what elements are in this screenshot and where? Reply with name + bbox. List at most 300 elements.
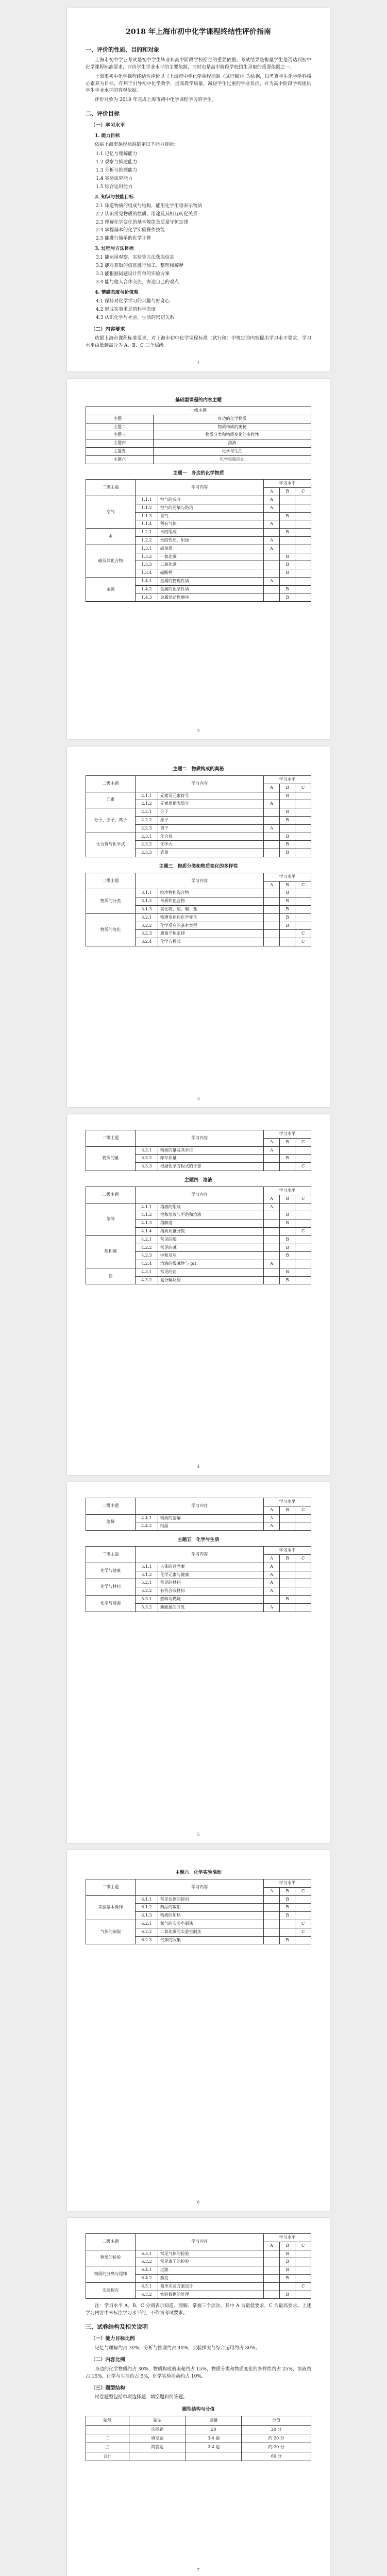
- table-row: [86, 808, 311, 817]
- content-text: 碳酸钙: [158, 569, 263, 578]
- content-text: 化学方程式: [158, 938, 263, 946]
- content-text: 化学反应的基本类型: [158, 922, 263, 930]
- content-text: 碳单质: [158, 545, 263, 553]
- spec-table: [86, 2416, 311, 2461]
- table-row: [86, 2282, 311, 2291]
- level-cell: B: [279, 1268, 295, 1276]
- level-cell: B: [279, 1936, 295, 1944]
- content-text: 新能源的开发: [158, 1603, 263, 1612]
- knowledge-item: 2.5 能进行简单的化学计算: [96, 236, 152, 242]
- content-text: 元素及元素符号: [158, 792, 263, 800]
- level-cell: [279, 520, 295, 529]
- content-text: 金属的化学性质: [158, 585, 263, 594]
- spec-cell: 填空题: [129, 2434, 186, 2443]
- topic-name: 身边的化学物质: [154, 415, 311, 423]
- level-cell: [295, 1252, 311, 1260]
- table-row: [86, 1895, 311, 1904]
- level-cell: B: [279, 1276, 295, 1284]
- content-text: 水的组成: [158, 529, 263, 537]
- level-cell: [279, 504, 295, 512]
- subtopic-cell: 溶解: [86, 1514, 136, 1531]
- topic-row: [86, 423, 311, 431]
- header-level-a: A: [264, 1887, 280, 1895]
- knowledge-item: 2.4 掌握基本的化学实验操作技能: [96, 228, 165, 233]
- theme-6-table-continued: [86, 2233, 311, 2299]
- level-cell: B: [279, 808, 295, 817]
- header-subtopic: 二级主题: [86, 1187, 136, 1203]
- level-cell: C: [295, 930, 311, 938]
- page-number: 7: [197, 2567, 200, 2572]
- page-number: 3: [197, 1096, 200, 1101]
- content-code: 6.5.1: [136, 2282, 158, 2291]
- header-level-b: B: [279, 1195, 295, 1203]
- header-content: 学习内容: [136, 1498, 264, 1515]
- spec-row: [86, 2434, 311, 2443]
- level-cell: [295, 1146, 311, 1155]
- page-6: [67, 1850, 330, 2211]
- header-level-c: C: [295, 1506, 311, 1514]
- knowledge-goal-title: 2. 知识与技能目标: [95, 194, 134, 200]
- subtopic-cell: 物质的分离与提纯: [86, 2266, 136, 2283]
- content-text: 物理变化和化学变化: [158, 913, 263, 922]
- content-code: 4.4.1: [136, 1514, 158, 1522]
- level-cell: [295, 1587, 311, 1596]
- level-cell: B: [279, 1155, 295, 1163]
- level-cell: C: [295, 2282, 311, 2291]
- content-code: 4.2.3: [136, 1252, 158, 1260]
- subtopic-cell: 化学与能源: [86, 1595, 136, 1612]
- subtopic-cell: 气体的制取: [86, 1920, 136, 1944]
- level-cell: B: [279, 594, 295, 602]
- table-row: [86, 1203, 311, 1211]
- header-level: 学习水平: [264, 480, 311, 488]
- level-cell: [295, 537, 311, 545]
- header-level-c: C: [295, 1195, 311, 1203]
- header-level-a: A: [264, 1554, 280, 1563]
- level-cell: [264, 938, 280, 946]
- section-3c-title: （三）题型结构: [91, 2385, 125, 2391]
- level-cell: [279, 1579, 295, 1587]
- level-cell: [295, 2250, 311, 2258]
- process-item: 3.3 能根据问题设计简单的实验方案: [96, 272, 170, 277]
- header-level-c: C: [295, 2242, 311, 2250]
- level-cell: [279, 800, 295, 808]
- level-cell: [279, 1571, 295, 1579]
- header-subtopic: 二级主题: [86, 873, 136, 889]
- level-cell: B: [279, 897, 295, 906]
- level-cell: [264, 808, 280, 817]
- content-text: 常见仪器的使用: [158, 1895, 263, 1904]
- content-code: 3.2.4: [136, 938, 158, 946]
- spec-cell: 20: [186, 2425, 241, 2434]
- page-number: 5: [197, 1832, 200, 1837]
- level-cell: [295, 1563, 311, 1571]
- page-4: [67, 1114, 330, 1475]
- level-cell: [264, 569, 280, 578]
- attitude-item: 4.1 保持对化学学习的兴趣与好奇心: [96, 298, 170, 304]
- level-cell: [295, 578, 311, 586]
- content-text: 人体的营养素: [158, 1563, 263, 1571]
- level-cell: [295, 1603, 311, 1612]
- level-cell: B: [279, 841, 295, 849]
- level-cell: [264, 553, 280, 561]
- spec-cell: 3-4 题: [186, 2434, 241, 2443]
- content-text: 金属活动性顺序: [158, 594, 263, 602]
- level-cell: [264, 1155, 280, 1163]
- table-row: [86, 1563, 311, 1571]
- spec-cell: 约 20 分: [242, 2443, 311, 2452]
- level-cell: A: [264, 1260, 280, 1268]
- spec-cell: 60 分: [242, 2452, 311, 2461]
- content-code: 4.1.1: [136, 1203, 158, 1211]
- level-cell: [295, 504, 311, 512]
- theme-6-table: [86, 1879, 311, 1944]
- level-cell: A: [264, 1571, 280, 1579]
- content-code: 3.3.3: [136, 1163, 158, 1171]
- subtopic-cell: 化合价与化学式: [86, 833, 136, 857]
- level-cell: [295, 1260, 311, 1268]
- ability-item: 1.1 记忆与理解能力: [96, 151, 138, 157]
- content-code: 6.1.3: [136, 1912, 158, 1920]
- header-subtopic: 二级主题: [86, 1498, 136, 1515]
- content-text: 常见的酸: [158, 1235, 263, 1244]
- page-number: 2: [197, 728, 200, 733]
- content-text: 元素周期表简介: [158, 800, 263, 808]
- level-cell: B: [279, 529, 295, 537]
- level-cell: [295, 1203, 311, 1211]
- section-2b-paragraph: 依据上海市课程标准要求，对上海市初中化学课程标准（试行稿）中规定的内容提出学习水平要求，学习水平由低到高分为 A、B、C 三个层级。: [86, 336, 311, 349]
- spec-cell: 三: [86, 2443, 129, 2452]
- level-cell: [295, 824, 311, 833]
- header-level: 学习水平: [264, 1879, 311, 1887]
- header-level-b: B: [279, 2242, 295, 2250]
- header-level-a: A: [264, 488, 280, 496]
- level-cell: [295, 1895, 311, 1904]
- level-cell: [264, 512, 280, 520]
- level-cell: B: [279, 585, 295, 594]
- topic-table-title: 基础型课程的内容主题: [175, 398, 222, 403]
- table-row: [86, 792, 311, 800]
- table-row: [86, 1514, 311, 1522]
- content-code: 5.1.2: [136, 1571, 158, 1579]
- level-cell: [295, 1571, 311, 1579]
- content-code: 5.2.2: [136, 1587, 158, 1596]
- level-note: 注：学习水平 A、B、C 分别表示知道、理解、掌握三个层次。其中 A 为最低要求，C 为最高要求。上述学习内容中未标注学习水平的，不作为考试要求。: [86, 2303, 311, 2316]
- content-text: 根据化学方程式的计算: [158, 1163, 263, 1171]
- header-content: 学习内容: [136, 1187, 264, 1203]
- table-header-row: [86, 480, 311, 488]
- level-cell: [264, 1920, 280, 1928]
- content-text: 复分解反应: [158, 1276, 263, 1284]
- attitude-item: 4.3 认识化学与社会、生活的密切关系: [96, 315, 175, 320]
- topic-table: [86, 406, 311, 464]
- header-level: 学习水平: [264, 2234, 311, 2242]
- header-content: 学习内容: [136, 1547, 264, 1563]
- subtopic-cell: 物质的检验: [86, 2250, 136, 2266]
- content-text: 中和反应: [158, 1252, 263, 1260]
- process-item: 3.2 能对获取的信息进行加工、整理和解释: [96, 263, 184, 269]
- content-code: 1.4.3: [136, 594, 158, 602]
- level-cell: A: [264, 1203, 280, 1211]
- spec-cell: 20 分: [242, 2425, 311, 2434]
- level-cell: [264, 2274, 280, 2282]
- level-cell: [295, 1155, 311, 1163]
- topic-name: 物质构成的奥秘: [154, 423, 311, 431]
- ability-item: 1.5 综合运用能力: [96, 184, 133, 190]
- header-level: 学习水平: [264, 1187, 311, 1195]
- level-cell: B: [279, 569, 295, 578]
- level-cell: [264, 889, 280, 897]
- table-row: [86, 1920, 311, 1928]
- theme-3-table-continued: [86, 1130, 311, 1171]
- header-level-b: B: [279, 488, 295, 496]
- level-cell: [295, 1276, 311, 1284]
- section-2-title: 二、评价目标: [86, 110, 120, 117]
- header-level-b: B: [279, 881, 295, 889]
- theme-5-title: 主题五 化学与生活: [177, 1537, 220, 1543]
- level-cell: A: [264, 578, 280, 586]
- content-code: 4.1.3: [136, 1219, 158, 1228]
- level-cell: [295, 2266, 311, 2275]
- subtopic-cell: 实验探究: [86, 2282, 136, 2299]
- table-header-row: [86, 1879, 311, 1887]
- content-text: 式量: [158, 849, 263, 857]
- content-code: 3.1.1: [136, 889, 158, 897]
- level-cell: [279, 537, 295, 545]
- level-cell: [295, 1522, 311, 1531]
- ability-item: 1.2 观察与描述能力: [96, 159, 138, 165]
- table-row: [86, 913, 311, 922]
- content-text: 二氧化碳: [158, 561, 263, 569]
- level-cell: [295, 529, 311, 537]
- level-cell: [264, 897, 280, 906]
- level-cell: [264, 816, 280, 824]
- table-row: [86, 833, 311, 841]
- level-cell: [295, 520, 311, 529]
- topic-row: [86, 415, 311, 423]
- topic-name: 溶液: [154, 439, 311, 448]
- header-content: 学习内容: [136, 2234, 264, 2250]
- level-cell: [295, 561, 311, 569]
- content-code: 6.2.1: [136, 1920, 158, 1928]
- page-number: 6: [197, 2199, 200, 2205]
- content-code: 2.1.2: [136, 800, 158, 808]
- subtopic-cell: 盐: [86, 1268, 136, 1284]
- spec-cell: 简答题: [129, 2443, 186, 2452]
- content-code: 6.1.2: [136, 1904, 158, 1912]
- level-cell: B: [279, 2258, 295, 2266]
- level-cell: A: [264, 1563, 280, 1571]
- level-cell: [264, 1895, 280, 1904]
- level-cell: [264, 906, 280, 914]
- content-text: 蒸发: [158, 2274, 263, 2282]
- theme-1-title: 主题一 身边的化学物质: [173, 470, 224, 476]
- content-text: 质量守恒定律: [158, 930, 263, 938]
- table-row: [86, 2250, 311, 2258]
- content-code: 3.1.3: [136, 906, 158, 914]
- table-header-row: [86, 1187, 311, 1195]
- level-cell: [295, 913, 311, 922]
- header-level-c: C: [295, 488, 311, 496]
- level-cell: [279, 496, 295, 504]
- level-cell: B: [279, 816, 295, 824]
- header-subtopic: 二级主题: [86, 2234, 136, 2250]
- spec-cell: 二: [86, 2434, 129, 2443]
- content-code: 6.1.1: [136, 1895, 158, 1904]
- level-cell: [264, 2258, 280, 2266]
- header-level-b: B: [279, 784, 295, 792]
- content-text: 物质的量及其单位: [158, 1146, 263, 1155]
- level-cell: [295, 594, 311, 602]
- level-cell: B: [279, 1211, 295, 1219]
- content-text: 化合价: [158, 833, 263, 841]
- subtopic-cell: 分子、原子、离子: [86, 808, 136, 833]
- level-cell: B: [279, 2291, 295, 2299]
- ability-goal-title: 1. 能力目标: [95, 133, 120, 139]
- content-text: 有机合成材料: [158, 1587, 263, 1596]
- level-cell: [264, 2250, 280, 2258]
- spec-row: [86, 2443, 311, 2452]
- content-code: 5.1.1: [136, 1563, 158, 1571]
- content-code: 5.3.1: [136, 1595, 158, 1603]
- content-text: 药品的取用: [158, 1904, 263, 1912]
- header-level-a: A: [264, 784, 280, 792]
- level-cell: [295, 1514, 311, 1522]
- header-level-b: B: [279, 1887, 295, 1895]
- content-code: 6.2.3: [136, 1936, 158, 1944]
- level-cell: [264, 1163, 280, 1171]
- ability-item: 1.3 分析与推理能力: [96, 167, 138, 173]
- level-cell: [264, 1227, 280, 1235]
- spec-header-cell: 题号: [86, 2416, 129, 2425]
- level-cell: [295, 889, 311, 897]
- topic-number: 主题三: [86, 431, 154, 439]
- topic-row: [86, 455, 311, 464]
- header-level: 学习水平: [264, 873, 311, 881]
- table-row: [86, 578, 311, 586]
- level-cell: [279, 1163, 295, 1171]
- content-code: 4.1.2: [136, 1211, 158, 1219]
- page-2: [67, 379, 330, 739]
- level-cell: B: [279, 922, 295, 930]
- level-cell: A: [264, 545, 280, 553]
- section-1-title: 一、评价的性质、目的和对象: [86, 46, 159, 53]
- level-cell: [264, 849, 280, 857]
- content-text: 溶质质量分数: [158, 1227, 263, 1235]
- subtopic-cell: 碳及其化合物: [86, 545, 136, 577]
- content-code: 4.4.2: [136, 1522, 158, 1531]
- section-3b-paragraph: 身边的化学物质约占 30%，物质构成的奥秘约占 15%，物质分类和物质变化的多样性约占 25%，溶液约占 15%，化学与生活约占 5%，化学实验活动约占 10%。: [86, 2366, 311, 2379]
- level-cell: [279, 1514, 295, 1522]
- topic-row: [86, 439, 311, 448]
- level-cell: A: [264, 1514, 280, 1522]
- content-code: 3.2.2: [136, 922, 158, 930]
- header-level-c: C: [295, 881, 311, 889]
- level-cell: [295, 1244, 311, 1252]
- content-text: 溶液的组成: [158, 1203, 263, 1211]
- content-code: 4.2.2: [136, 1244, 158, 1252]
- level-cell: C: [295, 1163, 311, 1171]
- page-number: 1: [197, 360, 200, 365]
- level-cell: [295, 553, 311, 561]
- level-cell: B: [279, 1235, 295, 1244]
- level-cell: B: [279, 889, 295, 897]
- level-cell: B: [279, 849, 295, 857]
- section-3-title: 三、试卷结构及相关说明: [86, 2324, 148, 2331]
- level-cell: [279, 1920, 295, 1928]
- attitude-goal-title: 4. 情感态度与价值观: [95, 290, 139, 295]
- level-cell: [295, 1268, 311, 1276]
- content-text: 空气的成分: [158, 496, 263, 504]
- content-text: 二氧化碳的实验室制法: [158, 1928, 263, 1936]
- content-text: 物质的溶解: [158, 1514, 263, 1522]
- level-cell: [279, 545, 295, 553]
- level-cell: [295, 585, 311, 594]
- content-code: 2.3.3: [136, 849, 158, 857]
- ability-item: 1.4 实验探究能力: [96, 176, 133, 181]
- level-cell: [264, 1268, 280, 1276]
- level-cell: [295, 792, 311, 800]
- level-cell: [295, 496, 311, 504]
- level-cell: [295, 2258, 311, 2266]
- level-cell: [264, 1211, 280, 1219]
- level-cell: A: [264, 1587, 280, 1596]
- header-level: 学习水平: [264, 1130, 311, 1139]
- spec-row: [86, 2425, 311, 2434]
- level-cell: A: [264, 520, 280, 529]
- content-code: 3.2.3: [136, 930, 158, 938]
- theme-2-table: [86, 775, 311, 857]
- level-cell: A: [264, 537, 280, 545]
- level-cell: B: [279, 1904, 295, 1912]
- table-row: [86, 2266, 311, 2275]
- level-cell: A: [264, 496, 280, 504]
- table-row: [86, 545, 311, 553]
- level-cell: [264, 833, 280, 841]
- content-text: 金属的物理性质: [158, 578, 263, 586]
- level-cell: [279, 824, 295, 833]
- theme-2-title: 主题二 物质构成的奥秘: [173, 767, 224, 772]
- level-cell: A: [264, 1579, 280, 1587]
- level-cell: [295, 1235, 311, 1244]
- knowledge-item: 2.3 理解化学变化的基本规律及质量守恒定律: [96, 219, 189, 225]
- header-level-b: B: [279, 1506, 295, 1514]
- knowledge-item: 2.2 认识常见物质的性质、用途及其相互转化关系: [96, 211, 198, 217]
- content-text: 常见的材料: [158, 1579, 263, 1587]
- section-3c-paragraph: 试卷题型包括单项选择题、填空题和简答题。: [95, 2395, 188, 2400]
- content-code: 5.2.1: [136, 1579, 158, 1587]
- section-1-paragraph-1: 上海市初中学业考试是初中学生毕业和高中阶段学校招生的重要依据。考试结果是衡量学生是否达到初中化学课程标准要求，评价学生学业水平的主要依据，同时也是高中阶段学校招生录取的重要依据之一。: [86, 57, 311, 70]
- process-item: 3.4 能与他人合作交流，表达自己的观点: [96, 280, 179, 285]
- topic-number: 主题五: [86, 447, 154, 455]
- content-text: 氧气: [158, 512, 263, 520]
- level-cell: [295, 1211, 311, 1219]
- level-cell: [295, 1904, 311, 1912]
- level-cell: C: [295, 1928, 311, 1936]
- level-cell: B: [279, 833, 295, 841]
- level-cell: A: [264, 800, 280, 808]
- table-row: [86, 496, 311, 504]
- level-cell: B: [279, 2266, 295, 2275]
- section-3a-title: （一）能力目标比例: [91, 2336, 135, 2342]
- level-cell: [264, 1252, 280, 1260]
- content-code: 1.2.1: [136, 529, 158, 537]
- knowledge-item: 2.1 知道物质的组成与结构，能用化学用语表示物质: [96, 203, 203, 209]
- header-content: 学习内容: [136, 1879, 264, 1895]
- content-code: 1.4.2: [136, 585, 158, 594]
- level-cell: B: [279, 913, 295, 922]
- level-cell: [295, 808, 311, 817]
